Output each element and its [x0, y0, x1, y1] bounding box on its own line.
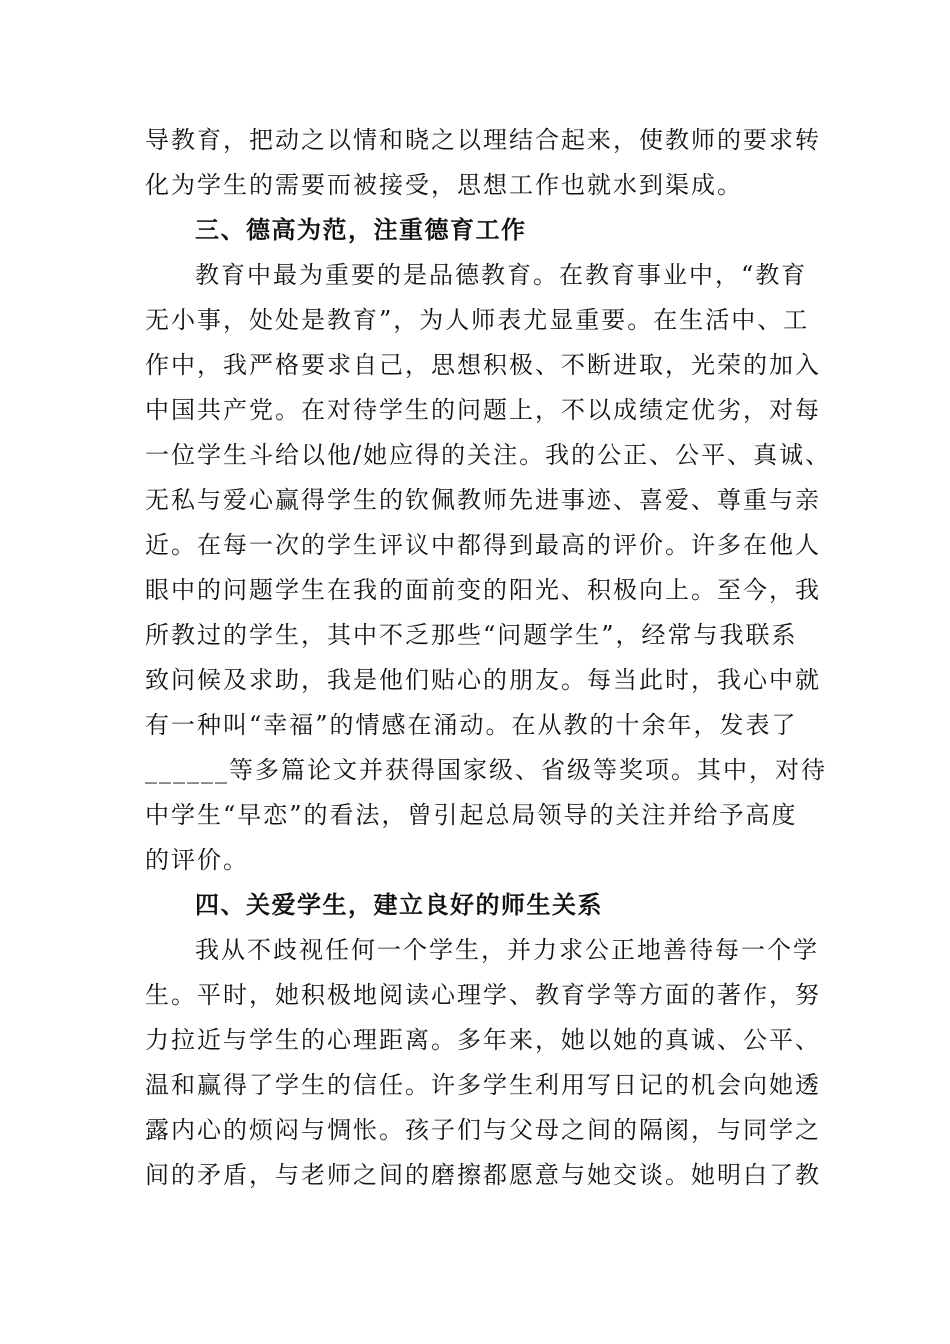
paragraph-line: 有一种叫“幸福”的情感在涌动。在从教的十余年，发表了 — [145, 711, 798, 739]
paragraph-line: 间的矛盾，与老师之间的磨擦都愿意与她交谈。她明白了教 — [145, 1161, 821, 1189]
paragraph-line: 所教过的学生，其中不乏那些“问题学生”，经常与我联系 — [145, 621, 798, 649]
paragraph-line: 中学生“早恋”的看法，曾引起总局领导的关注并给予高度 — [145, 801, 798, 829]
section-4-paragraph — [145, 928, 821, 1198]
section-heading-4: 四、关爱学生，建立良好的师生关系 — [195, 891, 603, 919]
paragraph-line: 我从不歧视任何一个学生，并力求公正地善待每一个学 — [195, 936, 819, 964]
paragraph-line: 生。平时，她积极地阅读心理学、教育学等方面的著作，努 — [145, 981, 821, 1009]
paragraph-line: 的评价。 — [145, 846, 249, 874]
section-heading-3: 三、德高为范，注重德育工作 — [195, 216, 527, 244]
paragraph-line: 导教育，把动之以情和晓之以理结合起来，使教师的要求转 — [145, 126, 821, 154]
paragraph-line: 教育中最为重要的是品德教育。在教育事业中，“教育 — [195, 261, 808, 289]
paragraph-line: 温和赢得了学生的信任。许多学生利用写日记的机会向她透 — [145, 1071, 821, 1099]
document-body — [145, 118, 832, 1198]
paragraph-line: 作中，我严格要求自己，思想积极、不断进取，光荣的加入 — [145, 351, 821, 379]
paragraph-line: 无私与爱心赢得学生的钦佩教师先进事迹、喜爱、尊重与亲 — [145, 486, 821, 514]
paragraph-line: 一位学生斗给以他/她应得的关注。我的公正、公平、真诚、 — [145, 441, 832, 469]
paragraph-line: 化为学生的需要而被接受，思想工作也就水到渠成。 — [145, 171, 743, 199]
paragraph-line: 露内心的烦闷与惆怅。孩子们与父母之间的隔阂，与同学之 — [145, 1116, 821, 1144]
continuation-paragraph — [145, 118, 821, 208]
paragraph-line: 力拉近与学生的心理距离。多年来，她以她的真诚、公平、 — [145, 1026, 821, 1054]
paragraph-line: 致问候及求助，我是他们贴心的朋友。每当此时，我心中就 — [145, 666, 821, 694]
paragraph-line: 中国共产党。在对待学生的问题上，不以成绩定优劣，对每 — [145, 396, 821, 424]
paragraph-line: ______等多篇论文并获得国家级、省级等奖项。其中，对待 — [145, 756, 827, 784]
section-3-paragraph — [145, 253, 832, 883]
paragraph-line: 眼中的问题学生在我的面前变的阳光、积极向上。至今，我 — [145, 576, 821, 604]
paragraph-line: 近。在每一次的学生评议中都得到最高的评价。许多在他人 — [145, 531, 821, 559]
paragraph-line: 无小事，处处是教育”，为人师表尤显重要。在生活中、工 — [145, 306, 810, 334]
